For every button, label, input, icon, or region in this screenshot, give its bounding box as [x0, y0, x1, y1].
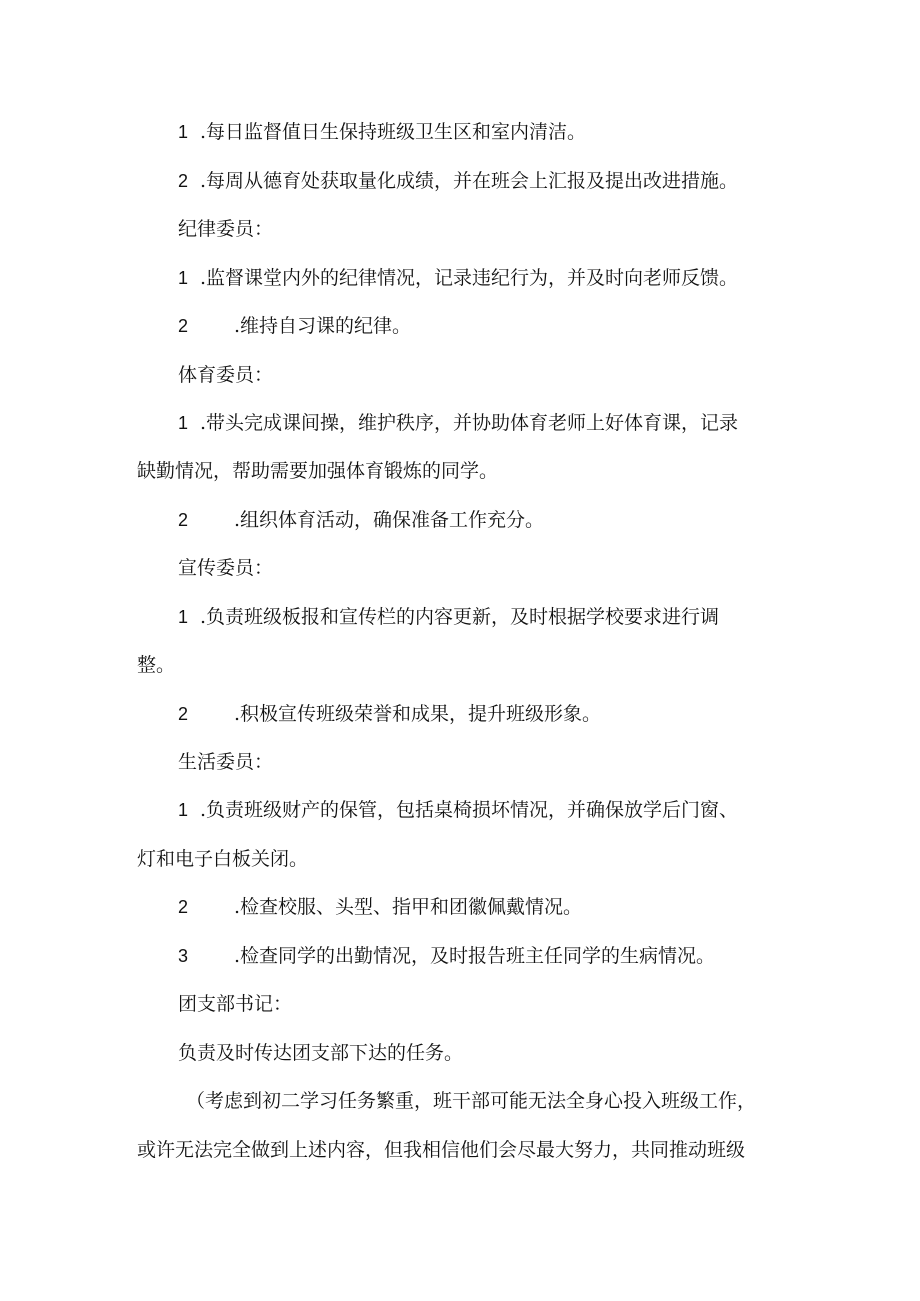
list-text: .组织体育活动，确保准备工作充分。 — [234, 509, 545, 531]
list-number: 1 — [178, 607, 189, 627]
section-heading: 纪律委员： — [178, 218, 274, 240]
list-text: .每周从德育处获取量化成绩，并在班会上汇报及提出改进措施。 — [200, 170, 739, 192]
list-item — [0, 894, 920, 920]
list-number: 1 — [178, 268, 189, 288]
paragraph: （考虑到初二学习任务繁重，班干部可能无法全身心投入班级工作， — [186, 1090, 757, 1112]
list-text: .带头完成课间操，维护秩序，并协助体育老师上好体育课，记录 — [200, 412, 739, 434]
list-item-continuation: 灯和电子白板关闭。 — [137, 848, 309, 870]
list-item — [0, 701, 920, 727]
list-number: 2 — [178, 704, 189, 724]
list-number: 2 — [178, 171, 189, 191]
list-number: 1 — [178, 800, 189, 820]
list-item — [0, 943, 920, 969]
list-item — [0, 507, 920, 533]
list-item — [0, 168, 920, 194]
list-item — [0, 265, 920, 291]
list-number: 3 — [178, 946, 189, 966]
list-item — [0, 410, 920, 436]
list-item-continuation: 缺勤情况，帮助需要加强体育锻炼的同学。 — [137, 460, 499, 482]
section-heading: 体育委员： — [178, 364, 274, 386]
paragraph: 负责及时传达团支部下达的任务。 — [178, 1042, 464, 1064]
list-text: .检查校服、头型、指甲和团徽佩戴情况。 — [234, 896, 583, 918]
list-item-continuation: 整。 — [137, 654, 176, 676]
section-heading: 宣传委员： — [178, 557, 274, 579]
list-item — [0, 313, 920, 339]
list-text: .监督课堂内外的纪律情况，记录违纪行为，并及时向老师反馈。 — [200, 267, 739, 289]
list-text: .积极宣传班级荣誉和成果，提升班级形象。 — [234, 703, 602, 725]
section-heading: 生活委员： — [178, 751, 274, 773]
list-text: .检查同学的出勤情况，及时报告班主任同学的生病情况。 — [234, 945, 716, 967]
list-number: 2 — [178, 897, 189, 917]
section-heading: 团支部书记： — [178, 993, 293, 1015]
list-text: .维持自习课的纪律。 — [234, 315, 412, 337]
list-number: 2 — [178, 316, 189, 336]
list-number: 2 — [178, 510, 189, 530]
list-text: .负责班级板报和宣传栏的内容更新，及时根据学校要求进行调 — [200, 606, 720, 628]
paragraph-continuation: 或许无法完全做到上述内容，但我相信他们会尽最大努力，共同推动班级 — [137, 1139, 746, 1161]
list-item — [0, 119, 920, 145]
list-text: .负责班级财产的保管，包括桌椅损坏情况，并确保放学后门窗、 — [200, 799, 739, 821]
list-text: .每日监督值日生保持班级卫生区和室内清洁。 — [200, 121, 587, 143]
list-number: 1 — [178, 122, 189, 142]
list-item — [0, 797, 920, 823]
list-item — [0, 604, 920, 630]
list-number: 1 — [178, 413, 189, 433]
